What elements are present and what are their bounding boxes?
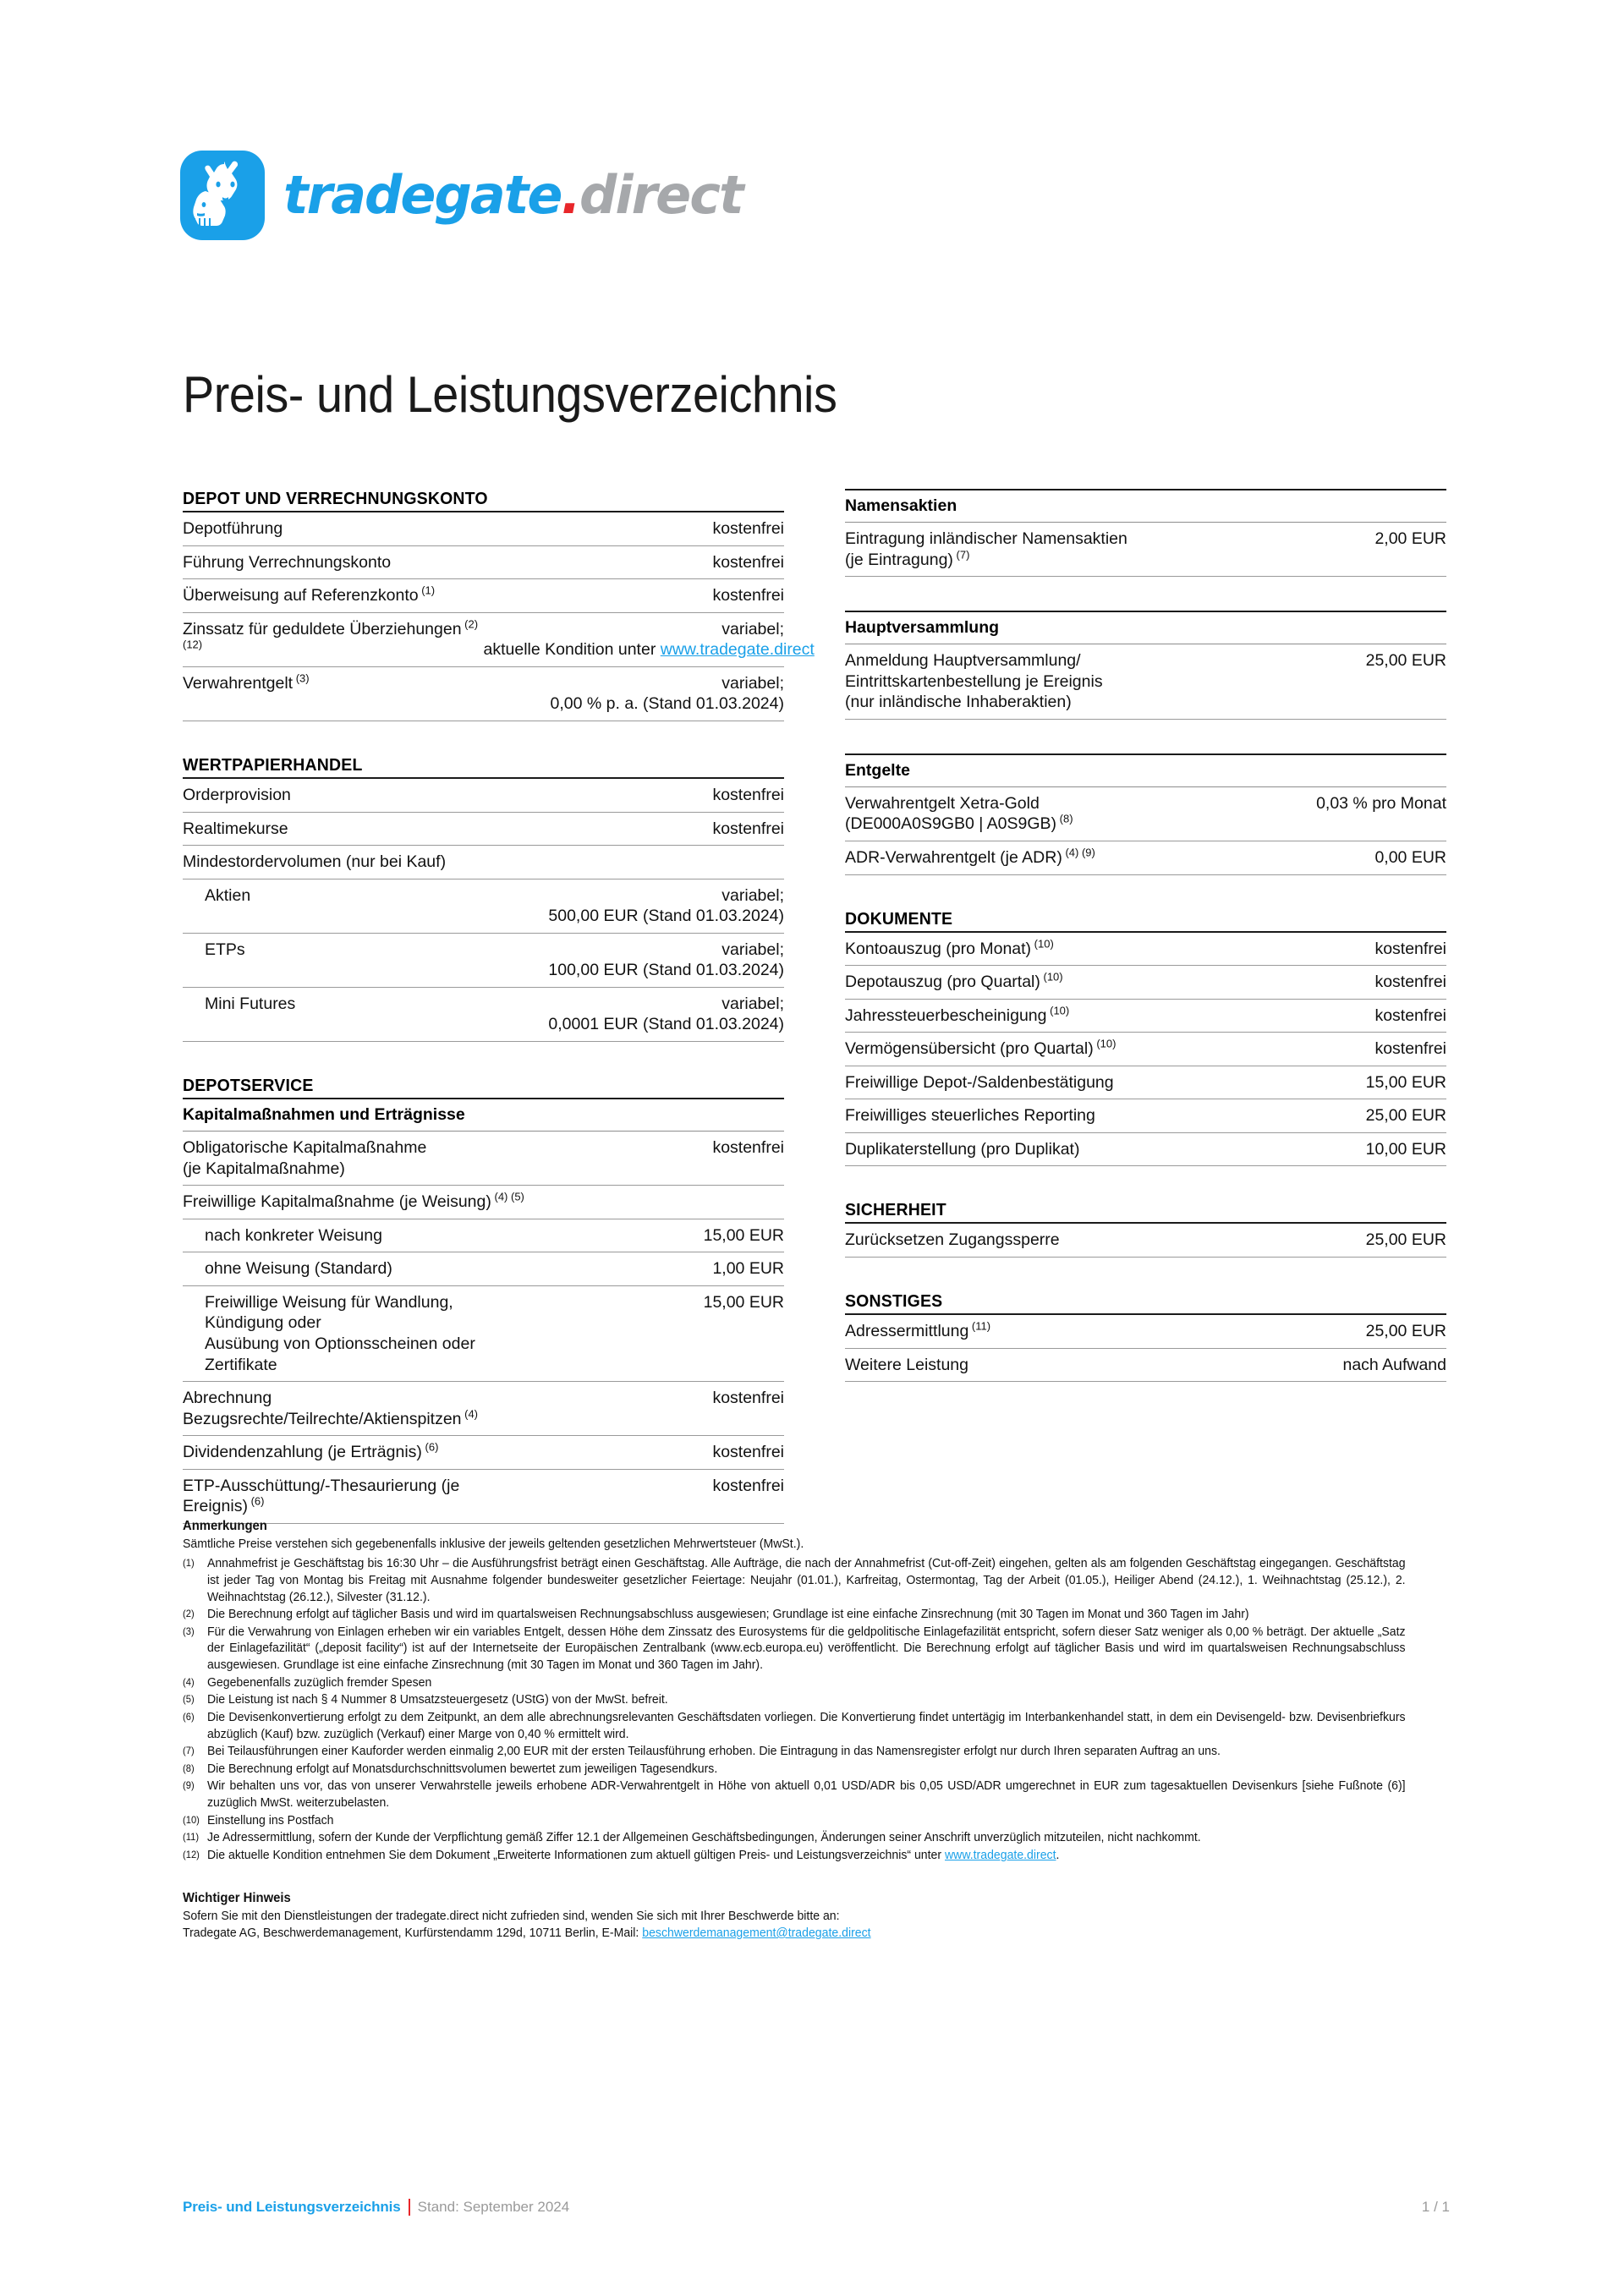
row-value-cell — [1146, 1099, 1447, 1133]
row-value-cell — [484, 1285, 785, 1381]
row-value-cell — [484, 579, 785, 613]
row-label-cell — [845, 966, 1146, 1000]
footnote-text: Die Leistung ist nach § 4 Nummer 8 Umsatzsteuergesetz (UStG) von der MwSt. befreit. — [206, 1693, 668, 1707]
footnote-text: Bei Teilausführungen einer Kauforder werden einmalig 2,00 EUR mit der ersten Teilausführung erhoben. Die Eintragung in das Namensregister erfolgt nur durch Ihren separaten Auftrag an uns. — [206, 1745, 1221, 1759]
row-label-cell — [183, 1436, 484, 1470]
table-row — [845, 1315, 1446, 1348]
table-row — [183, 1252, 784, 1286]
row-value-cell — [1146, 1224, 1447, 1257]
row-label-cell — [845, 1224, 1146, 1257]
row-value: kostenfrei — [712, 586, 784, 606]
row-label: Freiwillige Kapitalmaßnahme (je Weisung) — [183, 1192, 491, 1212]
footnote-number: (9) — [183, 1780, 195, 1792]
row-label-cell — [845, 1066, 1146, 1099]
footnote-number: (12) — [183, 1849, 200, 1860]
price-section — [183, 755, 784, 1042]
row-footnote-ref: (2) (12) — [183, 617, 479, 651]
row-label: Weitere Leistung — [845, 1355, 968, 1374]
row-value-cell — [1146, 841, 1447, 874]
notice-line-1: Sofern Sie mit den Dienstleistungen der tradegate.direct nicht zufrieden sind, wenden Sie sich mit Ihrer Beschwerde bitte an: — [183, 1910, 840, 1924]
footnote-item — [183, 1813, 1406, 1830]
footnote-number: (2) — [183, 1608, 195, 1620]
row-label-line2: Eintrittskartenbestellung je Ereignis — [845, 671, 1103, 691]
row-value: kostenfrei — [712, 1138, 784, 1157]
footnote-text: Die aktuelle Kondition entnehmen Sie dem Dokument „Erweiterte Informationen zum aktuell gültigen Preis- und Leistungsverzeichnis“ unter www.tradegate.direct. — [206, 1848, 1060, 1862]
row-label: Obligatorische Kapitalmaßnahme — [183, 1138, 427, 1157]
footnote-number: (4) — [183, 1676, 195, 1688]
row-label-cell — [183, 512, 484, 545]
footnote-number: (5) — [183, 1694, 195, 1706]
row-label: Abrechnung Bezugsrechte/Teilrechte/Aktienspitzen — [183, 1389, 462, 1428]
row-label-cell — [183, 1186, 784, 1219]
row-value-cell — [484, 666, 785, 721]
footnote-number: (10) — [183, 1814, 200, 1826]
tradegate-link[interactable]: www.tradegate.direct — [660, 640, 815, 660]
row-value-cell — [484, 512, 785, 545]
row-label: ETPs — [205, 940, 245, 959]
row-value-line2: 0,00 % p. a. (Stand 01.03.2024) — [550, 694, 784, 714]
row-value: nach Aufwand — [1342, 1355, 1446, 1374]
row-value: 15,00 EUR — [703, 1292, 784, 1312]
table-row — [845, 1066, 1446, 1099]
row-value: kostenfrei — [712, 519, 784, 538]
section-heading: WERTPAPIERHANDEL — [183, 754, 363, 775]
footnote-text: Wir behalten uns vor, das von unserer Verwahrstelle jeweils erhobene ADR-Verwahrentgelt in Höhe von aktuell 0,01 USD/ADR bis 0,05 USD/ADR umgerechnet in EUR zum tagesaktuellen Devisenkurs [siehe Fußnote (6)] zuzüglich MwSt. weiterzubelasten. — [206, 1779, 1406, 1811]
row-value: 1,00 EUR — [712, 1259, 784, 1279]
row-footnote-ref: (4) (9) — [1062, 846, 1095, 859]
row-label: Orderprovision — [183, 785, 291, 804]
row-value-cell — [484, 1219, 785, 1252]
table-row — [183, 579, 784, 613]
row-footnote-ref: (6) — [247, 1494, 265, 1508]
row-footnote-ref: (10) — [1093, 1037, 1116, 1050]
row-value-line2: 0,0001 EUR (Stand 01.03.2024) — [548, 1015, 784, 1034]
row-value: 15,00 EUR — [1365, 1072, 1446, 1092]
brand-wordmark — [283, 164, 743, 226]
footnotes-list — [183, 1556, 1406, 1864]
row-value-line2: 100,00 EUR (Stand 01.03.2024) — [548, 961, 784, 980]
table-row — [183, 666, 784, 721]
footnotes-lead: Sämtliche Preise verstehen sich gegebenenfalls inklusive der jeweils geltenden gesetzlichen Mehrwertsteuer (MwSt.). — [183, 1537, 804, 1551]
row-footnote-ref: (3) — [293, 671, 310, 685]
price-table — [183, 1132, 784, 1524]
footnote-text: Die Berechnung erfolgt auf Monatsdurchschnittsvolumen bewertet zum jeweiligen Tagesendkurs. — [206, 1762, 718, 1776]
section-subheading: Hauptversammlung — [845, 611, 1446, 644]
footnote-number: (8) — [183, 1762, 195, 1774]
row-value: kostenfrei — [1374, 1039, 1446, 1059]
table-row — [845, 1224, 1446, 1257]
row-label: Anmeldung Hauptversammlung/ — [845, 651, 1081, 671]
row-value-cell — [1146, 523, 1447, 577]
table-row — [845, 644, 1446, 719]
row-footnote-ref: (10) — [1031, 937, 1054, 950]
row-label: Freiwillige Depot-/Saldenbestätigung — [845, 1072, 1114, 1092]
table-row — [183, 1382, 784, 1436]
footnote-item — [183, 1830, 1406, 1847]
row-label-cell — [845, 1099, 1146, 1133]
row-label: Mindestordervolumen (nur bei Kauf) — [183, 852, 447, 872]
row-label-cell — [183, 779, 484, 812]
section-heading: SONSTIGES — [845, 1291, 943, 1311]
row-label: Aktien — [205, 885, 251, 905]
price-section — [845, 611, 1446, 720]
row-value-cell — [1146, 787, 1447, 841]
row-value-cell — [484, 933, 785, 987]
row-value: 15,00 EUR — [703, 1225, 784, 1245]
row-footnote-ref: (10) — [1046, 1004, 1070, 1017]
left-column — [183, 489, 815, 1524]
footnote-item — [183, 1848, 1406, 1865]
row-value-cell — [484, 1132, 785, 1186]
row-label-line2: (DE000A0S9GB0 | A0S9GB) — [845, 814, 1057, 834]
row-value-line2: 500,00 EUR (Stand 01.03.2024) — [548, 907, 784, 926]
row-label-cell — [183, 612, 484, 666]
footnote-item — [183, 1778, 1406, 1811]
row-label: ADR-Verwahrentgelt (je ADR) — [845, 847, 1062, 867]
footnote-item — [183, 1556, 1406, 1606]
row-label: Dividendenzahlung (je Erträgnis) — [183, 1443, 422, 1462]
row-label-cell — [183, 987, 484, 1041]
row-label-cell — [183, 1219, 484, 1252]
row-label-cell — [183, 1252, 484, 1286]
table-row — [845, 1348, 1446, 1382]
price-section — [845, 1200, 1446, 1258]
table-row — [183, 1186, 784, 1219]
row-value: 25,00 EUR — [1365, 1106, 1446, 1126]
row-value-cell — [1146, 1033, 1447, 1066]
table-row — [183, 612, 784, 666]
footnote-number: (11) — [183, 1832, 200, 1844]
row-value: kostenfrei — [1374, 939, 1446, 958]
table-row — [845, 523, 1446, 577]
footnote-text: Für die Verwahrung von Einlagen erheben wir ein variables Entgelt, dessen Höhe dem Zinssatz des Eurosystems für die geldpolitische Einlagefazilität entspricht, sofern dieser Satz weniger als 0,00 % beträgt. Der aktuelle „Satz der Einlagefazilität“ („deposit facility“) ist auf der Internetseite der Europäischen Zentralbank (www.ecb.europa.eu) veröffentlicht. Die Berechnung erfolgt auf täglicher Basis und wird im quartalsweisen Rechnungsabschluss ausgewiesen. Grundlage ist eine einfache Zinsrechnung (mit 30 Tagen im Monat und 360 Tagen im Jahr). — [206, 1625, 1406, 1673]
row-value-cell — [1146, 1066, 1447, 1099]
row-value-cell — [484, 987, 785, 1041]
brand-name-secondary: direct — [579, 164, 743, 226]
bull-bear-icon — [180, 151, 265, 240]
row-value: kostenfrei — [712, 819, 784, 838]
row-value-cell — [484, 779, 785, 812]
price-tables — [183, 489, 1447, 1524]
row-label-cell — [183, 1469, 484, 1523]
price-table — [845, 787, 1446, 875]
row-label-line3: (nur inländische Inhaberaktien) — [845, 693, 1072, 712]
table-row — [183, 1469, 784, 1523]
row-value: 0,00 EUR — [1374, 847, 1446, 867]
row-footnote-ref: (10) — [1040, 970, 1063, 984]
row-label: Eintragung inländischer Namensaktien — [845, 529, 1127, 548]
row-label: Freiwillige Weisung für Wandlung, Kündigung oder — [205, 1292, 453, 1333]
row-value-cell — [1146, 933, 1447, 966]
price-section — [183, 1076, 784, 1524]
row-label: Mini Futures — [205, 994, 296, 1013]
row-label: Depotführung — [183, 519, 283, 538]
table-row — [183, 1436, 784, 1470]
row-value: variabel; — [721, 940, 784, 959]
brand-name-primary: tradegate — [283, 164, 562, 226]
row-footnote-ref: (8) — [1056, 812, 1073, 825]
row-footnote-ref: (11) — [968, 1319, 991, 1333]
page-footer — [183, 2199, 1450, 2216]
important-notice — [183, 1890, 1406, 1943]
section-subheading: Namensaktien — [845, 489, 1446, 523]
row-label: Vermögensübersicht (pro Quartal) — [845, 1039, 1094, 1059]
footnote-item — [183, 1762, 1406, 1778]
footnote-item — [183, 1625, 1406, 1674]
footnote-number: (3) — [183, 1625, 195, 1637]
row-value-line2: aktuelle Kondition unter www.tradegate.direct — [483, 640, 815, 660]
price-table — [845, 523, 1446, 577]
row-value-cell — [484, 1252, 785, 1286]
footnote-text: Gegebenenfalls zuzüglich fremder Spesen — [206, 1675, 432, 1690]
table-row — [845, 1033, 1446, 1066]
footnote-number: (6) — [183, 1711, 195, 1723]
row-label-cell — [183, 545, 484, 579]
price-table — [183, 512, 815, 721]
row-footnote-ref: (7) — [952, 548, 970, 562]
right-column — [845, 489, 1446, 1524]
footnote-item — [183, 1607, 1406, 1624]
row-label: Verwahrentgelt — [183, 673, 294, 693]
row-value-cell — [484, 1436, 785, 1470]
table-row — [183, 879, 784, 933]
row-label: Kontoauszug (pro Monat) — [845, 939, 1032, 958]
row-label-line2: Ausübung von Optionsscheinen oder Zertifikate — [205, 1334, 475, 1374]
row-footnote-ref: (6) — [421, 1440, 439, 1454]
row-label: Freiwilliges steuerliches Reporting — [845, 1106, 1095, 1126]
brand-logo[interactable] — [180, 151, 743, 240]
row-value: kostenfrei — [712, 1476, 784, 1495]
row-value: kostenfrei — [712, 785, 784, 804]
row-label-cell — [183, 666, 484, 721]
footnote-text: Annahmefrist je Geschäftstag bis 16:30 Uhr – die Ausführungsfrist beträgt einen Geschäftstag. Alle Aufträge, die nach der Annahmefrist (Cut-off-Zeit) eingehen, gelten als am folgenden Geschäftstag eingegangen. Geschäftstag ist jeder Tag von Montag bis Freitag mit Ausnahme folgender bundesweiter gesetzlicher Feiertage: Neujahr (01.01.), Karfreitag, Ostermontag, Tag der Arbeit (01.05.), Heiliger Abend (24.12.), 1. Weihnachtstag (25.12.), 2. Weihnachtstag (26.12.), Silvester (31.12.). — [206, 1557, 1406, 1604]
row-value: variabel; — [721, 673, 784, 693]
row-footnote-ref: (1) — [418, 584, 436, 597]
row-value: kostenfrei — [712, 1443, 784, 1462]
row-label-cell — [183, 846, 784, 879]
footer-divider — [409, 2199, 410, 2216]
row-value: 25,00 EUR — [1365, 1230, 1446, 1250]
section-heading: SICHERHEIT — [845, 1200, 946, 1220]
table-row — [845, 933, 1446, 966]
section-subheading: Kapitalmaßnahmen und Erträgnisse — [183, 1098, 784, 1132]
footnote-text: Einstellung ins Postfach — [206, 1813, 334, 1827]
table-row — [183, 512, 784, 545]
page-title: Preis- und Leistungsverzeichnis — [183, 366, 837, 423]
table-row — [183, 987, 784, 1041]
brand-dot: . — [561, 164, 579, 226]
row-label-cell — [183, 812, 484, 846]
row-label: Überweisung auf Referenzkonto — [183, 586, 419, 606]
row-label-cell — [845, 787, 1146, 841]
table-row — [845, 1132, 1446, 1166]
row-label-cell — [845, 644, 1146, 719]
price-table — [845, 1224, 1446, 1258]
section-heading: DEPOTSERVICE — [183, 1076, 314, 1095]
notice-address: Tradegate AG, Beschwerdemanagement, Kurfürstendamm 129d, 10711 Berlin, E-Mail: — [183, 1926, 643, 1940]
row-value-cell — [484, 1469, 785, 1523]
row-value-cell — [1146, 999, 1447, 1033]
footnote-item — [183, 1710, 1406, 1743]
row-label-cell — [183, 933, 484, 987]
price-table — [845, 1315, 1446, 1382]
row-label-cell — [183, 1382, 484, 1436]
section-heading: DEPOT UND VERRECHNUNGSKONTO — [183, 489, 488, 508]
row-footnote-ref: (4) (5) — [491, 1190, 524, 1203]
row-label-cell — [845, 1348, 1146, 1382]
row-value-cell — [1146, 1132, 1447, 1166]
row-label-cell — [845, 841, 1146, 874]
row-label-cell — [183, 579, 484, 613]
row-value-cell — [1146, 644, 1447, 719]
price-section — [845, 753, 1446, 875]
row-value-cell — [1146, 1315, 1447, 1348]
row-label: Verwahrentgelt Xetra-Gold — [845, 793, 1040, 813]
row-value-cell — [484, 879, 785, 933]
footnotes-heading: Anmerkungen — [183, 1519, 267, 1533]
row-label-cell — [845, 1315, 1146, 1348]
table-row — [183, 1132, 784, 1186]
price-section — [183, 489, 815, 721]
row-label: Realtimekurse — [183, 819, 288, 838]
section-heading: DOKUMENTE — [845, 908, 953, 929]
row-label: ETP-Ausschüttung/-Thesaurierung (je Ereignis) — [183, 1476, 460, 1516]
row-label-line2: (je Eintragung) — [845, 550, 953, 569]
table-row — [183, 933, 784, 987]
price-section — [845, 909, 1446, 1167]
row-label: Depotauszug (pro Quartal) — [845, 973, 1040, 992]
row-label: ohne Weisung (Standard) — [205, 1259, 392, 1279]
row-value: kostenfrei — [712, 1389, 784, 1408]
table-row — [183, 1219, 784, 1252]
row-value: variabel; — [721, 885, 784, 905]
row-label: Adressermittlung — [845, 1322, 969, 1340]
row-label: nach konkreter Weisung — [205, 1225, 382, 1245]
row-value: 10,00 EUR — [1365, 1139, 1446, 1159]
price-section — [845, 489, 1446, 577]
row-value-cell — [484, 545, 785, 579]
section-subheading: Entgelte — [845, 753, 1446, 787]
footer-title: Preis- und Leistungsverzeichnis — [183, 2199, 401, 2215]
tradegate-link[interactable]: www.tradegate.direct — [944, 1848, 1056, 1862]
row-value: variabel; — [721, 994, 784, 1013]
footnote-item — [183, 1692, 1406, 1709]
footnote-text: Die Devisenkonvertierung erfolgt zu dem Zeitpunkt, an dem alle abrechnungsrelevanten Geschäftsdaten vorliegen. Die Konvertierung findet untertägig im Interbankenhandel statt, in dem ein Devisengeld- bzw. Devisenbriefkurs abzüglich (Kauf) bzw. zuzüglich (Verkauf) einer Marge von 0,40 % ermittelt wird. — [206, 1710, 1406, 1741]
row-value-cell — [483, 612, 815, 666]
table-row — [845, 787, 1446, 841]
table-row — [183, 545, 784, 579]
notice-line-2 — [183, 1926, 1406, 1943]
footer-page-number: 1 / 1 — [1421, 2199, 1450, 2215]
footnote-item — [183, 1675, 1406, 1692]
row-label-cell — [183, 1285, 484, 1381]
row-value: 25,00 EUR — [1365, 651, 1446, 671]
footnote-item — [183, 1744, 1406, 1761]
table-row — [183, 846, 784, 879]
row-footnote-ref: (4) — [461, 1407, 479, 1421]
row-value: kostenfrei — [1374, 973, 1446, 992]
table-row — [183, 1285, 784, 1381]
table-row — [183, 812, 784, 846]
price-section — [845, 1291, 1446, 1382]
footnotes-block — [183, 1518, 1406, 1943]
row-value: 0,03 % pro Monat — [1316, 793, 1446, 813]
notice-heading: Wichtiger Hinweis — [183, 1890, 291, 1905]
row-label-line2: (je Kapitalmaßnahme) — [183, 1159, 345, 1178]
table-row — [183, 779, 784, 812]
row-label: Führung Verrechnungskonto — [183, 552, 392, 572]
footnote-number: (1) — [183, 1558, 195, 1570]
price-table — [183, 779, 784, 1042]
row-value: kostenfrei — [712, 552, 784, 572]
row-label-cell — [845, 999, 1146, 1033]
row-label-cell — [183, 879, 484, 933]
row-label: Duplikaterstellung (pro Duplikat) — [845, 1139, 1080, 1159]
row-value-cell — [484, 812, 785, 846]
row-label-cell — [845, 933, 1146, 966]
row-value: 25,00 EUR — [1365, 1322, 1446, 1340]
row-label-cell — [183, 1132, 484, 1186]
row-value: variabel; — [721, 619, 784, 638]
row-label: Zinssatz für geduldete Überziehungen — [183, 619, 462, 638]
footnote-text: Die Berechnung erfolgt auf täglicher Basis und wird im quartalsweisen Rechnungsabschluss ausgewiesen; Grundlage ist eine einfache Zinsrechnung (mit 30 Tagen im Monat und 360 Tagen im Jahr) — [206, 1608, 1249, 1622]
row-label: Jahressteuerbescheinigung — [845, 1006, 1047, 1025]
price-table — [845, 644, 1446, 720]
row-value-cell — [484, 1382, 785, 1436]
row-value-cell — [1146, 966, 1447, 1000]
footnote-number: (7) — [183, 1745, 195, 1757]
footer-date: Stand: September 2024 — [417, 2199, 570, 2215]
table-row — [845, 1099, 1446, 1133]
row-value: 2,00 EUR — [1374, 529, 1446, 548]
table-row — [845, 966, 1446, 1000]
row-value-cell — [1146, 1348, 1447, 1382]
row-label: Zurücksetzen Zugangssperre — [845, 1230, 1060, 1250]
table-row — [845, 841, 1446, 874]
complaint-email-link[interactable]: beschwerdemanagement@tradegate.direct — [642, 1926, 871, 1940]
row-label-cell — [845, 1033, 1146, 1066]
footnote-text: Je Adressermittlung, sofern der Kunde der Verpflichtung gemäß Ziffer 12.1 der Allgemeinen Geschäftsbedingungen, Änderungen seiner Anschrift unverzüglich mitzuteilen, nicht nachkommt. — [206, 1831, 1201, 1845]
table-row — [845, 999, 1446, 1033]
price-table — [845, 933, 1446, 1167]
row-label-cell — [845, 523, 1146, 577]
row-value: kostenfrei — [1374, 1006, 1446, 1025]
row-label-cell — [845, 1132, 1146, 1166]
